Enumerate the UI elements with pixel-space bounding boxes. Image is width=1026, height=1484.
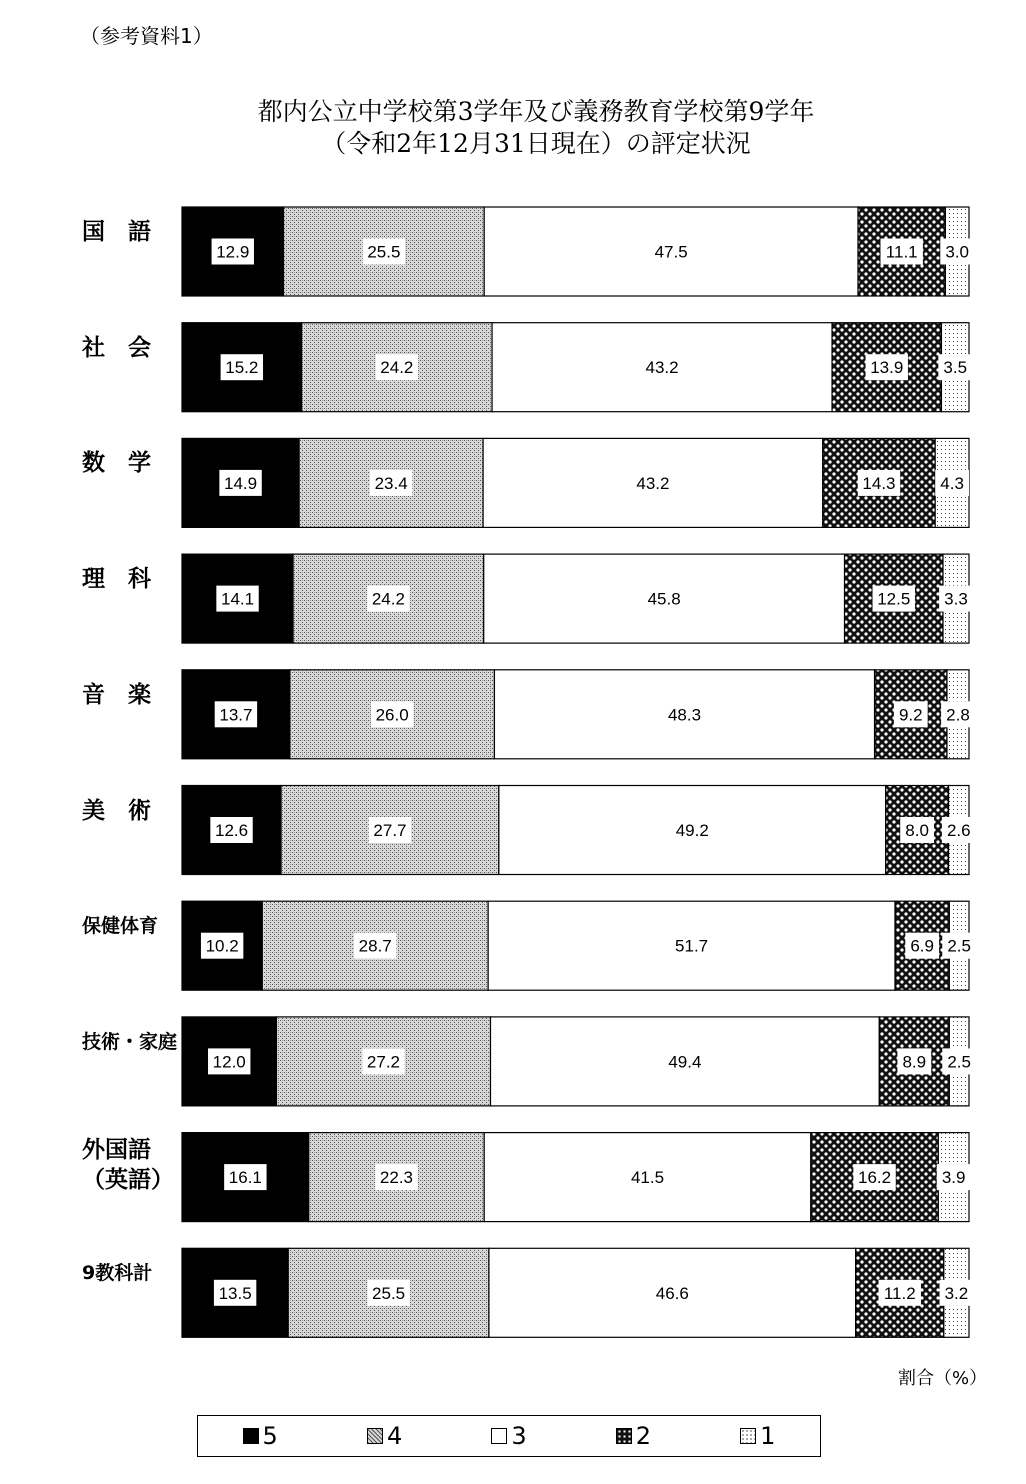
data-label: [215, 701, 257, 727]
chart-subtitle: （令和2年12月31日現在）の評定状況: [321, 129, 751, 158]
data-label-text: 24.2: [380, 358, 414, 378]
reference-label: （参考資料1）: [80, 24, 213, 48]
data-label-text: 2.8: [946, 705, 970, 725]
legend-swatch: [243, 1428, 259, 1444]
legend-swatch: [367, 1428, 383, 1444]
legend-item-grade-1: [740, 1422, 775, 1450]
data-label-text: 3.5: [943, 358, 968, 378]
data-label: [650, 239, 692, 265]
data-label: [853, 1164, 895, 1190]
data-label: [363, 239, 405, 265]
data-label-text: 4.3: [940, 473, 964, 493]
data-label-text: 12.9: [216, 242, 250, 262]
category-label: 美 術: [82, 797, 151, 824]
data-label-text: 49.4: [668, 1052, 702, 1072]
legend-label: 1: [760, 1422, 776, 1450]
data-label: [651, 1280, 693, 1306]
data-label: [643, 586, 685, 612]
data-label: [214, 1280, 256, 1306]
data-label: [371, 701, 413, 727]
data-label: [663, 701, 705, 727]
data-label-text: 12.0: [212, 1052, 246, 1072]
data-label-text: 11.2: [883, 1283, 916, 1303]
data-label-text: 8.0: [905, 821, 929, 840]
data-label: [212, 239, 254, 265]
data-label: [626, 1164, 668, 1190]
data-label-text: 2.5: [947, 936, 971, 956]
data-label-text: 14.3: [862, 473, 896, 493]
data-label: [670, 933, 712, 959]
category-label: 技術・家庭: [82, 1030, 178, 1053]
data-label-text: 16.2: [858, 1168, 892, 1188]
data-label: [641, 354, 683, 380]
legend-item-grade-4: [367, 1422, 402, 1450]
axis-unit-label: 割合（%）: [898, 1368, 988, 1389]
data-label-text: 13.7: [219, 705, 253, 725]
data-label: [894, 701, 928, 727]
data-label-text: 27.2: [366, 1052, 401, 1072]
data-label-text: 46.6: [655, 1283, 689, 1303]
data-label: [362, 1048, 404, 1074]
data-label: [664, 1048, 706, 1074]
data-label-text: 51.7: [675, 936, 709, 956]
data-label: [897, 1048, 931, 1074]
data-label: [942, 933, 976, 959]
data-label: [367, 586, 409, 612]
data-label-text: 6.9: [910, 936, 934, 956]
legend-label: 2: [635, 1422, 651, 1450]
data-label-text: 43.2: [645, 358, 679, 378]
data-label-text: 41.5: [630, 1168, 665, 1188]
data-label: [940, 239, 974, 265]
data-label-text: 3.0: [945, 242, 970, 262]
data-label-text: 47.5: [654, 242, 688, 262]
data-label-text: 43.2: [636, 473, 670, 493]
legend-swatch: [491, 1428, 507, 1444]
legend-label: 3: [511, 1422, 527, 1450]
data-label-text: 3.9: [941, 1168, 966, 1188]
legend-item-grade-3: [491, 1422, 526, 1450]
data-label: [935, 470, 969, 496]
category-label: 音 楽: [82, 681, 151, 708]
data-label: [375, 1164, 417, 1190]
data-label: [201, 933, 243, 959]
data-label: [370, 470, 412, 496]
data-label: [221, 354, 263, 380]
data-label: [369, 817, 411, 843]
legend: [197, 1415, 821, 1457]
legend-swatch: [616, 1428, 632, 1444]
data-label-text: 12.5: [877, 589, 911, 609]
chart-title: 都内公立中学校第3学年及び義務教育学校第9学年: [257, 97, 815, 126]
data-label-text: 15.2: [225, 358, 259, 378]
data-label: [216, 586, 258, 612]
data-label: [940, 1280, 974, 1306]
category-label: 外国語 （英語）: [82, 1136, 174, 1193]
data-label: [376, 354, 418, 380]
data-label-text: 45.8: [647, 589, 681, 609]
data-label: [367, 1280, 409, 1306]
category-label: 国 語: [82, 219, 151, 245]
data-label: [881, 239, 923, 265]
legend-label: 5: [262, 1422, 278, 1450]
data-label: [941, 701, 975, 727]
data-label: [879, 1280, 921, 1306]
data-label-text: 8.9: [902, 1052, 927, 1072]
data-label-text: 12.6: [214, 821, 249, 840]
data-label: [942, 1048, 976, 1074]
category-label: 保健体育: [82, 915, 159, 938]
data-label: [219, 470, 261, 496]
data-label: [632, 470, 674, 496]
data-label-text: 14.1: [220, 589, 255, 609]
data-label: [858, 470, 900, 496]
data-label-text: 10.2: [205, 936, 239, 956]
data-label-text: 26.0: [375, 705, 409, 725]
data-label-text: 25.5: [372, 1283, 406, 1303]
category-label: 社 会: [82, 334, 151, 361]
data-label: [354, 933, 396, 959]
data-label-text: 28.7: [358, 936, 392, 956]
data-label-text: 11.1: [885, 242, 918, 262]
data-label-text: 24.2: [371, 589, 405, 609]
data-label-text: 25.5: [367, 242, 401, 262]
data-label: [671, 817, 713, 843]
data-label-text: 27.7: [373, 821, 407, 840]
data-label: [938, 354, 972, 380]
category-label: 数 学: [82, 450, 151, 477]
legend-swatch: [740, 1428, 756, 1444]
data-label-text: 13.9: [870, 358, 904, 378]
data-label-text: 16.1: [228, 1168, 262, 1188]
data-label: [942, 817, 976, 843]
data-label-text: 2.6: [946, 821, 971, 840]
legend-item-grade-5: [243, 1422, 278, 1450]
legend-label: 4: [386, 1422, 403, 1450]
category-label: 9教科計: [82, 1262, 153, 1285]
data-label-text: 13.5: [218, 1283, 252, 1303]
data-label-text: 2.5: [947, 1052, 971, 1072]
data-label: [937, 1164, 971, 1190]
data-label-text: 22.3: [379, 1168, 414, 1188]
data-label: [900, 817, 934, 843]
data-label: [866, 354, 908, 380]
data-label-text: 49.2: [675, 821, 709, 840]
data-label-text: 23.4: [374, 473, 408, 493]
category-label: 理 科: [82, 566, 151, 593]
data-label: [224, 1164, 266, 1190]
data-label: [208, 1048, 250, 1074]
data-label-text: 48.3: [667, 705, 702, 725]
data-label: [939, 586, 973, 612]
data-label-text: 3.3: [944, 589, 968, 609]
legend-item-grade-2: [616, 1422, 651, 1450]
data-label: [210, 817, 252, 843]
data-label-text: 14.9: [224, 473, 258, 493]
data-label: [873, 586, 915, 612]
data-label: [905, 933, 939, 959]
data-label-text: 9.2: [898, 705, 923, 725]
data-label-text: 3.2: [944, 1283, 969, 1303]
